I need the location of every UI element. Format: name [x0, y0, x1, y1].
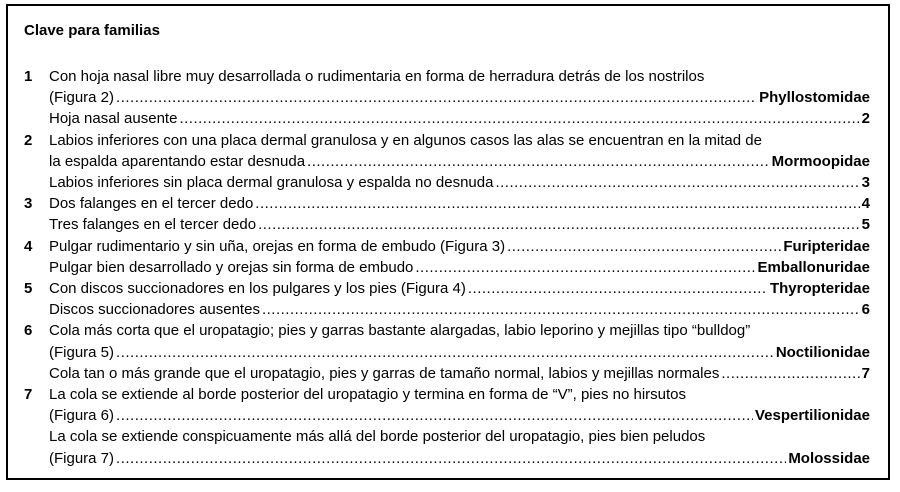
lead-text: La cola se extiende conspicuamente más allá del borde posterior del uropatagio, pies bien peludos — [49, 428, 706, 446]
lead-2b — [49, 172, 870, 193]
family-name: Vespertilionidae — [754, 407, 870, 425]
lead-text: (Figura 7) — [49, 449, 115, 467]
lead-text: Dos falanges en el tercer dedo — [49, 195, 254, 213]
couplet-5 — [24, 278, 870, 320]
dot-leader — [116, 342, 774, 363]
lead-text: (Figura 5) — [49, 343, 115, 361]
family-name: Thyropteridae — [769, 280, 870, 298]
lead-1a — [49, 66, 870, 108]
lead-text: Discos succionadores ausentes — [49, 301, 260, 319]
lead-3b — [49, 214, 870, 235]
dot-leader — [116, 448, 786, 469]
lead-1b — [49, 108, 870, 129]
lead-text: Pulgar rudimentario y sin uña, orejas en forma de embudo (Figura 3) — [49, 237, 506, 255]
next-couplet-ref[interactable]: 3 — [861, 174, 870, 192]
dot-leader — [258, 214, 860, 235]
couplet-number: 1 — [24, 68, 33, 85]
lead-7a — [49, 384, 870, 426]
family-name: Furipteridae — [783, 237, 870, 255]
couplet-number: 5 — [24, 280, 33, 298]
lead-text: Con discos succionadores en los pulgares y los pies (Figura 4) — [49, 280, 466, 298]
lead-2a — [49, 130, 870, 172]
next-couplet-ref[interactable]: 5 — [861, 216, 870, 234]
lead-text: La cola se extiende al borde posterior del uropatagio y termina en forma de “V”, pies no hirsutos — [49, 386, 687, 404]
lead-text: Cola tan o más grande que el uropatagio, pies y garras de tamaño normal, labios y mejillas normales — [49, 364, 720, 382]
lead-text: la espalda aparentando estar desnuda — [49, 152, 306, 170]
lead-text: (Figura 2) — [49, 89, 115, 107]
couplet-1 — [24, 66, 870, 130]
dot-leader — [495, 172, 859, 193]
lead-text: Cola más corta que el uropatagio; pies y garras bastante alargadas, labio leporino y mejillas tipo “bulldog” — [49, 322, 751, 340]
lead-5b — [49, 299, 870, 320]
dot-leader — [262, 299, 860, 320]
lead-4b — [49, 257, 870, 278]
dot-leader — [721, 363, 859, 384]
next-couplet-ref[interactable]: 2 — [861, 110, 870, 128]
couplet-number: 7 — [24, 386, 33, 404]
couplet-number: 4 — [24, 237, 33, 255]
lead-text: Tres falanges en el tercer dedo — [49, 216, 257, 234]
dot-leader — [116, 87, 757, 108]
couplet-2 — [24, 130, 870, 194]
lead-7b — [49, 426, 870, 468]
couplet-3 — [24, 193, 870, 235]
dot-leader — [415, 257, 755, 278]
lead-text: (Figura 6) — [49, 407, 115, 425]
lead-text: Labios inferiores con una placa dermal granulosa y en algunos casos las alas se encuentran en la mitad de — [49, 131, 762, 149]
next-couplet-ref[interactable]: 4 — [861, 195, 870, 213]
lead-text: Pulgar bien desarrollado y orejas sin forma de embudo — [49, 258, 414, 276]
dot-leader — [179, 108, 859, 129]
family-name: Emballonuridae — [757, 258, 870, 276]
family-name: Mormoopidae — [771, 152, 870, 170]
next-couplet-ref[interactable]: 7 — [861, 364, 870, 382]
dot-leader — [507, 236, 781, 257]
dot-leader — [468, 278, 768, 299]
family-name: Noctilionidae — [775, 343, 870, 361]
couplet-number: 3 — [24, 195, 33, 213]
dot-leader — [255, 193, 859, 214]
lead-3a — [49, 193, 870, 214]
family-name: Phyllostomidae — [759, 89, 870, 107]
lead-6a — [49, 320, 870, 362]
couplet-number: 2 — [24, 131, 33, 149]
couplet-7 — [24, 384, 870, 469]
key-title: Clave para familias — [24, 22, 160, 39]
lead-text: Hoja nasal ausente — [49, 110, 178, 128]
lead-4a — [49, 236, 870, 257]
lead-6b — [49, 363, 870, 384]
family-name: Molossidae — [788, 449, 870, 467]
next-couplet-ref[interactable]: 6 — [861, 301, 870, 319]
lead-text: Con hoja nasal libre muy desarrollada o rudimentaria en forma de herradura detrás de los nostrilos — [49, 68, 705, 85]
couplet-6 — [24, 320, 870, 384]
lead-5a — [49, 278, 870, 299]
couplet-number: 6 — [24, 322, 33, 340]
dichotomous-key — [24, 66, 870, 469]
dot-leader — [307, 151, 770, 172]
couplet-4 — [24, 236, 870, 278]
dot-leader — [116, 405, 753, 426]
lead-text: Labios inferiores sin placa dermal granulosa y espalda no desnuda — [49, 174, 494, 192]
